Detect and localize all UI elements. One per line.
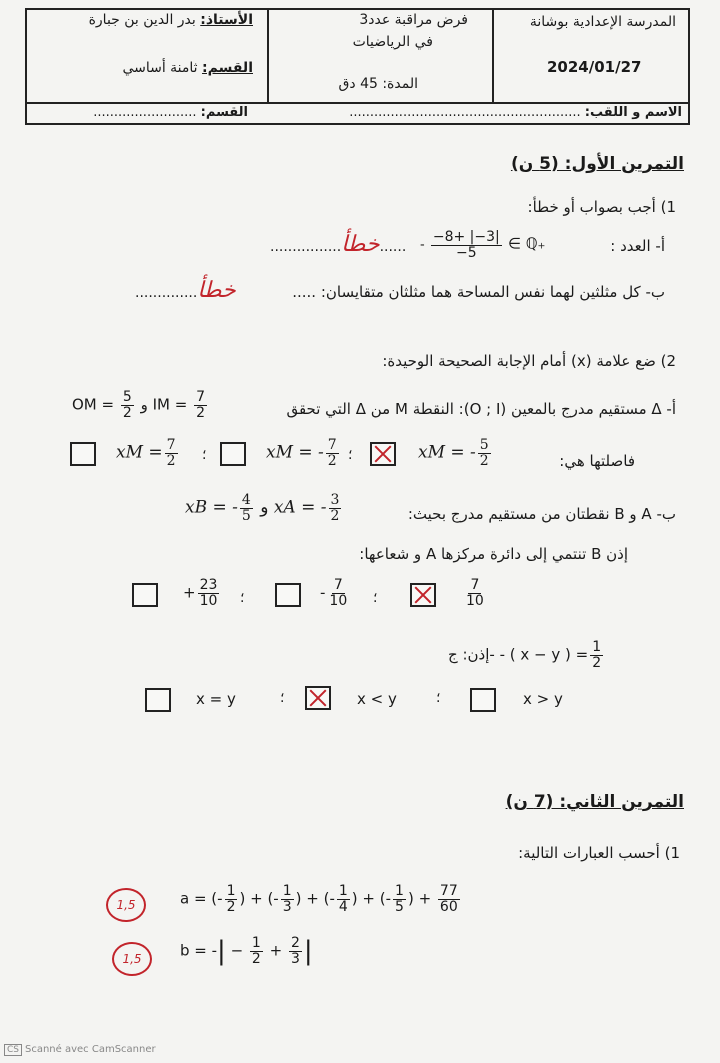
teacher-name: بدر الدين بن جبارة bbox=[88, 12, 196, 28]
ex1-q1b-answer: خطأ bbox=[197, 278, 236, 303]
ex2-q1: 1) أحسب العبارات التالية: bbox=[518, 844, 680, 862]
camscanner-icon: CS bbox=[4, 1044, 22, 1056]
q2c-option-3-checkbox[interactable] bbox=[145, 688, 171, 712]
ex1-q1b: ب- كل مثلثين لهما نفس المساحة هما مثلثان متقايسان: ..... bbox=[292, 283, 665, 301]
exam-subject: في الرياضيات bbox=[352, 34, 433, 50]
ex1-q1a-answer: خطأ bbox=[341, 232, 380, 257]
fraction: $\frac{-8+ |-3|}{-5}$ bbox=[432, 229, 500, 261]
ex1-q1: 1) أجب بصواب أو خطأ: bbox=[527, 198, 676, 216]
q2b-option-1: $\frac{7}{10}$ bbox=[466, 577, 484, 609]
ex1-q2b-text: ب- A و B نقطتان من مستقيم مدرج بحيث: bbox=[407, 505, 676, 523]
separator: ؛ bbox=[240, 590, 245, 606]
separator: ؛ bbox=[348, 447, 353, 463]
teacher bbox=[89, 12, 253, 28]
ex1-q2b-values: xB = - $\frac{4}{5}$ و xA = - $\frac{3}{2}$ bbox=[185, 492, 340, 524]
q2a-option-3-checkbox[interactable] bbox=[70, 442, 96, 466]
expression-a: a = (- $\frac{1}{2}$ ) + (- $\frac{1}{3}$ ) + (- $\frac{1}{4}$ ) + (- $\frac{1}{5}$ ) + $\frac{77}{60}$ bbox=[180, 883, 458, 915]
ex2-title: التمرين الثاني: (7 ن) bbox=[505, 792, 684, 812]
school-name: المدرسة الإعدادية بوشانة bbox=[529, 14, 676, 30]
q2b-option-2-checkbox[interactable] bbox=[275, 583, 301, 607]
class-info bbox=[122, 60, 253, 76]
scanner-footer bbox=[4, 1044, 156, 1056]
header-table bbox=[25, 8, 690, 125]
q2c-option-3: x = y bbox=[196, 690, 236, 708]
ex1-q2a-conditions: OM = $\frac{5}{2}$ و IM = $\frac{7}{2}$ bbox=[72, 389, 206, 421]
q2c-option-2: x < y bbox=[357, 690, 397, 708]
separator: ؛ bbox=[436, 690, 441, 706]
section-dots: ......................... bbox=[93, 105, 197, 120]
class-label: القسم: bbox=[202, 60, 253, 76]
ex1-q1b-answer-line[interactable]: ..............خطأ bbox=[135, 278, 236, 303]
q2b-option-2: - $\frac{7}{10}$ bbox=[320, 577, 348, 609]
q2b-option-1-checkbox[interactable] bbox=[410, 583, 436, 607]
score-b: 1,5 bbox=[112, 942, 152, 976]
q2a-option-2-checkbox[interactable] bbox=[220, 442, 246, 466]
exam-title: فرض مراقبة عدد3 bbox=[359, 12, 468, 28]
q2c-option-1: x > y bbox=[523, 690, 563, 708]
exam-duration: المدة: 45 دق bbox=[338, 76, 418, 92]
ex1-q2b-prompt: إذن B تنتمي إلى دائرة مركزها A و شعاعها: bbox=[359, 545, 628, 563]
ex1-q2a-prompt: فاصلتها هي: bbox=[559, 452, 635, 470]
q2b-option-3-checkbox[interactable] bbox=[132, 583, 158, 607]
section-field[interactable] bbox=[93, 105, 248, 120]
q2c-option-1-checkbox[interactable] bbox=[470, 688, 496, 712]
q2b-option-3: + $\frac{23}{10}$ bbox=[183, 577, 218, 609]
score-a: 1,5 bbox=[106, 888, 146, 922]
class-value: ثامنة أساسي bbox=[122, 60, 198, 76]
exam-date: 2024/01/27 bbox=[547, 58, 642, 76]
ex1-q2a-text: أ- Δ مستقيم مدرج بالمعين (O ; I): النقطة M من Δ التي تحقق bbox=[286, 400, 676, 418]
separator: ؛ bbox=[373, 590, 378, 606]
separator: ؛ bbox=[202, 447, 207, 463]
separator: ؛ bbox=[280, 690, 285, 706]
expression-b: b = -| − $\frac{1}{2}$ + $\frac{2}{3}$ | bbox=[180, 935, 313, 967]
name-field[interactable] bbox=[349, 105, 682, 120]
ex1-q1a-prefix: أ- العدد : bbox=[610, 237, 665, 255]
ex1-q1a-answer-line[interactable]: ................خطأ...... bbox=[270, 232, 407, 257]
section-label: القسم: bbox=[200, 105, 248, 120]
ex1-q2: 2) ضع علامة (x) أمام الإجابة الصحيحة الوحيدة: bbox=[382, 352, 676, 370]
name-dots: ........................................................ bbox=[349, 105, 581, 120]
name-label: الاسم و اللقب: bbox=[584, 105, 682, 120]
q2a-option-3: xM = $\frac{7}{2}$ bbox=[116, 437, 176, 469]
ex1-q2c: إذن: ج- - ( x − y ) = $\frac{1}{2}$ bbox=[448, 639, 602, 671]
q2a-option-1-checkbox[interactable] bbox=[370, 442, 396, 466]
ex1-title: التمرين الأول: (5 ن) bbox=[510, 154, 684, 174]
q2c-option-2-checkbox[interactable] bbox=[305, 686, 331, 710]
q2a-option-1: xM = - $\frac{5}{2}$ bbox=[418, 437, 489, 469]
ex1-q1a-expr: - $\frac{-8+ |-3|}{-5}$ ∈ ℚ₊ bbox=[420, 229, 546, 261]
teacher-label: الأستاذ: bbox=[200, 12, 253, 28]
footer-text: Scanné avec CamScanner bbox=[25, 1044, 156, 1055]
q2a-option-2: xM = - $\frac{7}{2}$ bbox=[266, 437, 337, 469]
